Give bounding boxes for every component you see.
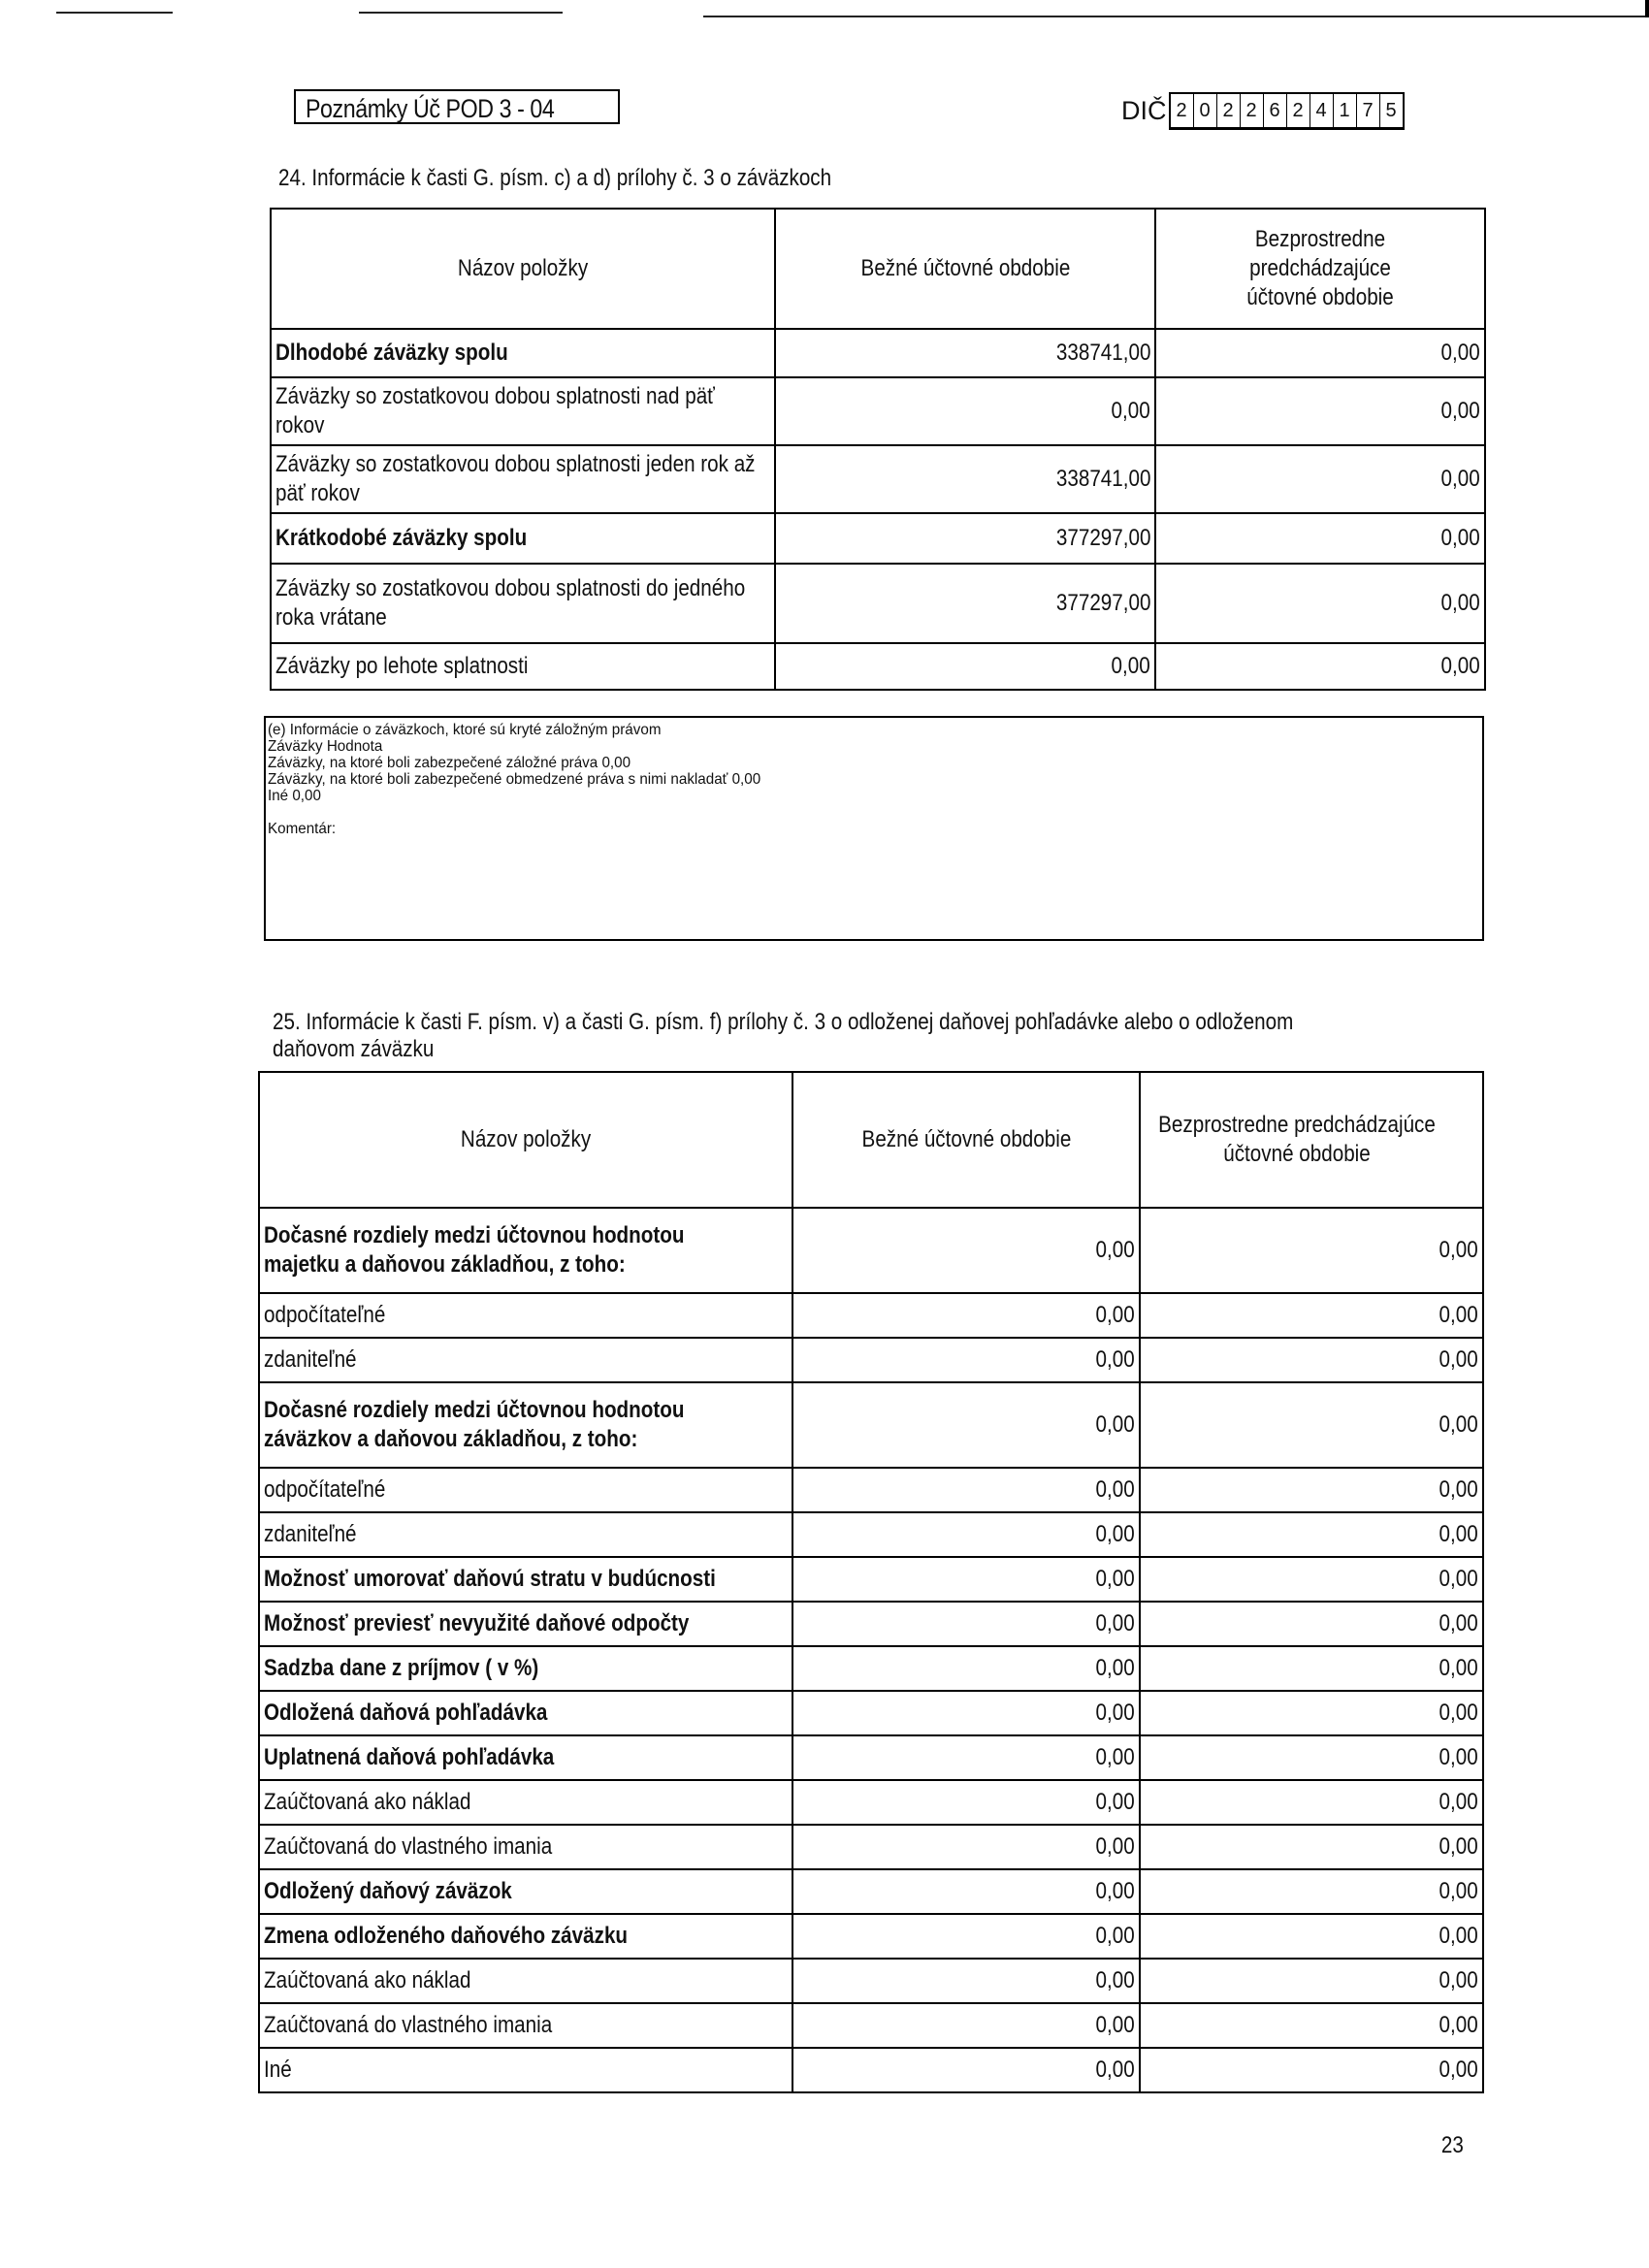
scan-artifact-line (56, 12, 173, 14)
column-header-item-name: Názov položky (271, 209, 775, 329)
pledged-liabilities-box (264, 716, 1484, 941)
item-name-cell: zdaniteľné (259, 1512, 792, 1557)
current-period-cell: 338741,00 (775, 445, 1155, 513)
table-row (271, 513, 1485, 564)
current-period-cell: 0,00 (792, 1208, 1140, 1293)
table-row (259, 1959, 1483, 2003)
item-name-cell: Odložená daňová pohľadávka (259, 1691, 792, 1735)
previous-period-cell: 0,00 (1140, 1646, 1483, 1691)
dic-digit: 5 (1385, 100, 1397, 121)
table-row (259, 1869, 1483, 1914)
previous-period-cell: 0,00 (1140, 1691, 1483, 1735)
current-period-cell: 0,00 (792, 1735, 1140, 1780)
column-header-previous-period: Bezprostredne predchádzajúce účtovné obdobie (1155, 209, 1485, 329)
previous-period-cell: 0,00 (1140, 1338, 1483, 1382)
scan-artifact-corner (1645, 0, 1649, 17)
current-period-cell: 377297,00 (775, 564, 1155, 643)
previous-period-cell: 0,00 (1155, 445, 1485, 513)
item-name-cell: Zaúčtovaná do vlastného imania (259, 2003, 792, 2048)
item-name-cell: Dočasné rozdiely medzi účtovnou hodnotou majetku a daňovou základňou, z toho: (259, 1208, 792, 1293)
item-name-cell: Zaúčtovaná ako náklad (259, 1959, 792, 2003)
previous-period-cell: 0,00 (1140, 1382, 1483, 1468)
item-name-cell: Sadzba dane z príjmov ( v %) (259, 1646, 792, 1691)
current-period-cell: 0,00 (792, 1869, 1140, 1914)
item-name-cell: Záväzky so zostatkovou dobou splatnosti nad päť rokov (271, 377, 775, 445)
dic-digit: 6 (1264, 94, 1287, 127)
item-name-cell: Odložený daňový záväzok (259, 1869, 792, 1914)
item-name-cell: odpočítateľné (259, 1293, 792, 1338)
section-24-title: 24. Informácie k časti G. písm. c) a d) prílohy č. 3 o záväzkoch (278, 165, 832, 191)
current-period-cell: 0,00 (792, 1825, 1140, 1869)
dic-digit: 2 (1217, 94, 1241, 127)
column-header-current-period: Bežné účtovné obdobie (792, 1072, 1140, 1208)
table-row (271, 445, 1485, 513)
item-name-cell: Krátkodobé záväzky spolu (271, 513, 775, 564)
current-period-cell: 0,00 (792, 1512, 1140, 1557)
table-row (259, 1735, 1483, 1780)
table-row (259, 2003, 1483, 2048)
previous-period-cell: 0,00 (1140, 1825, 1483, 1869)
liabilities-table (270, 208, 1486, 691)
current-period-cell: 0,00 (792, 2003, 1140, 2048)
current-period-cell: 0,00 (792, 1557, 1140, 1602)
previous-period-cell: 0,00 (1140, 1735, 1483, 1780)
item-name-cell: Záväzky po lehote splatnosti (271, 643, 775, 690)
current-period-cell: 0,00 (792, 1914, 1140, 1959)
dic-digit: 2 (1241, 94, 1264, 127)
item-name-cell: Zaúčtovaná do vlastného imania (259, 1825, 792, 1869)
item-name-cell: Záväzky so zostatkovou dobou splatnosti do jedného roka vrátane (271, 564, 775, 643)
previous-period-cell: 0,00 (1140, 1869, 1483, 1914)
previous-period-cell: 0,00 (1140, 1780, 1483, 1825)
dic-digit: 1 (1334, 94, 1357, 127)
item-name-cell: Možnosť previesť nevyužité daňové odpočty (259, 1602, 792, 1646)
form-tag: Poznámky Úč POD 3 - 04 (294, 89, 620, 124)
current-period-cell: 0,00 (792, 1338, 1140, 1382)
table-row (271, 564, 1485, 643)
table-row (259, 1557, 1483, 1602)
previous-period-cell: 0,00 (1140, 1557, 1483, 1602)
pledge-line: Záväzky, na ktoré boli zabezpečené záložné práva 0,00 (268, 755, 631, 771)
table-row (259, 1293, 1483, 1338)
item-name-cell: Zmena odloženého daňového záväzku (259, 1914, 792, 1959)
scan-artifact-line (703, 16, 1649, 17)
table-row (259, 1512, 1483, 1557)
dic-digit: 4 (1310, 94, 1334, 127)
item-name-cell: odpočítateľné (259, 1468, 792, 1512)
scan-artifact-line (359, 12, 563, 14)
previous-period-cell: 0,00 (1140, 1468, 1483, 1512)
pledge-line: Iné 0,00 (268, 788, 321, 804)
section-25-title (273, 1009, 1293, 1063)
item-name-cell: zdaniteľné (259, 1338, 792, 1382)
current-period-cell: 0,00 (775, 377, 1155, 445)
table-row (259, 1382, 1483, 1468)
item-name-cell: Uplatnená daňová pohľadávka (259, 1735, 792, 1780)
dic-field (1121, 92, 1405, 130)
previous-period-cell: 0,00 (1155, 329, 1485, 377)
previous-period-cell: 0,00 (1140, 1208, 1483, 1293)
dic-label: DIČ (1121, 96, 1167, 125)
current-period-cell: 0,00 (775, 643, 1155, 690)
current-period-cell: 0,00 (792, 1468, 1140, 1512)
previous-period-cell: 0,00 (1140, 2048, 1483, 2092)
table-row (259, 1208, 1483, 1293)
pledge-line: Záväzky, na ktoré boli zabezpečené obmedzené práva s nimi nakladať 0,00 (268, 771, 761, 788)
previous-period-cell: 0,00 (1140, 1914, 1483, 1959)
previous-period-cell: 0,00 (1140, 1602, 1483, 1646)
dic-digit: 0 (1194, 94, 1217, 127)
item-name-cell: Iné (259, 2048, 792, 2092)
current-period-cell: 0,00 (792, 1602, 1140, 1646)
current-period-cell: 0,00 (792, 1691, 1140, 1735)
comment-label: Komentár: (268, 821, 337, 837)
table-header-row (271, 209, 1485, 329)
table-row (271, 329, 1485, 377)
pledge-columns: Záväzky Hodnota (268, 738, 383, 755)
column-header-current-period: Bežné účtovné obdobie (775, 209, 1155, 329)
previous-period-cell: 0,00 (1155, 643, 1485, 690)
previous-period-cell: 0,00 (1140, 1959, 1483, 2003)
previous-period-cell: 0,00 (1155, 513, 1485, 564)
table-row (259, 1468, 1483, 1512)
table-header-row (259, 1072, 1483, 1208)
dic-digit: 2 (1171, 94, 1194, 127)
item-name-cell: Dlhodobé záväzky spolu (271, 329, 775, 377)
table-row (259, 1691, 1483, 1735)
current-period-cell: 338741,00 (775, 329, 1155, 377)
item-name-cell: Záväzky so zostatkovou dobou splatnosti jeden rok až päť rokov (271, 445, 775, 513)
table-row (271, 377, 1485, 445)
item-name-cell: Dočasné rozdiely medzi účtovnou hodnotou záväzkov a daňovou základňou, z toho: (259, 1382, 792, 1468)
section-25-title-line2: daňovom záväzku (273, 1036, 435, 1062)
pledge-heading: (e) Informácie o záväzkoch, ktoré sú kryté záložným právom (268, 722, 662, 738)
table-row (259, 1602, 1483, 1646)
table-row (259, 1338, 1483, 1382)
previous-period-cell: 0,00 (1140, 2003, 1483, 2048)
item-name-cell: Možnosť umorovať daňovú stratu v budúcnosti (259, 1557, 792, 1602)
current-period-cell: 0,00 (792, 1780, 1140, 1825)
current-period-cell: 0,00 (792, 2048, 1140, 2092)
page-number: 23 (1440, 2132, 1464, 2158)
column-header-previous-period: Bezprostredne predchádzajúce účtovné obdobie (1140, 1072, 1483, 1208)
previous-period-cell: 0,00 (1155, 377, 1485, 445)
table-row (259, 1825, 1483, 1869)
current-period-cell: 0,00 (792, 1959, 1140, 2003)
dic-digit-boxes (1169, 92, 1405, 130)
table-row (259, 2048, 1483, 2092)
deferred-tax-table (258, 1071, 1484, 2093)
current-period-cell: 0,00 (792, 1382, 1140, 1468)
previous-period-cell: 0,00 (1140, 1293, 1483, 1338)
item-name-cell: Zaúčtovaná ako náklad (259, 1780, 792, 1825)
current-period-cell: 0,00 (792, 1646, 1140, 1691)
table-row (259, 1780, 1483, 1825)
column-header-item-name: Názov položky (259, 1072, 792, 1208)
section-25-title-line1: 25. Informácie k časti F. písm. v) a časti G. písm. f) prílohy č. 3 o odloženej daňovej pohľadávke alebo o odloženom (273, 1009, 1294, 1035)
dic-digit: 7 (1357, 94, 1380, 127)
table-row (259, 1646, 1483, 1691)
current-period-cell: 0,00 (792, 1293, 1140, 1338)
previous-period-cell: 0,00 (1155, 564, 1485, 643)
table-row (259, 1914, 1483, 1959)
previous-period-cell: 0,00 (1140, 1512, 1483, 1557)
table-row (271, 643, 1485, 690)
dic-digit: 2 (1287, 94, 1310, 127)
current-period-cell: 377297,00 (775, 513, 1155, 564)
